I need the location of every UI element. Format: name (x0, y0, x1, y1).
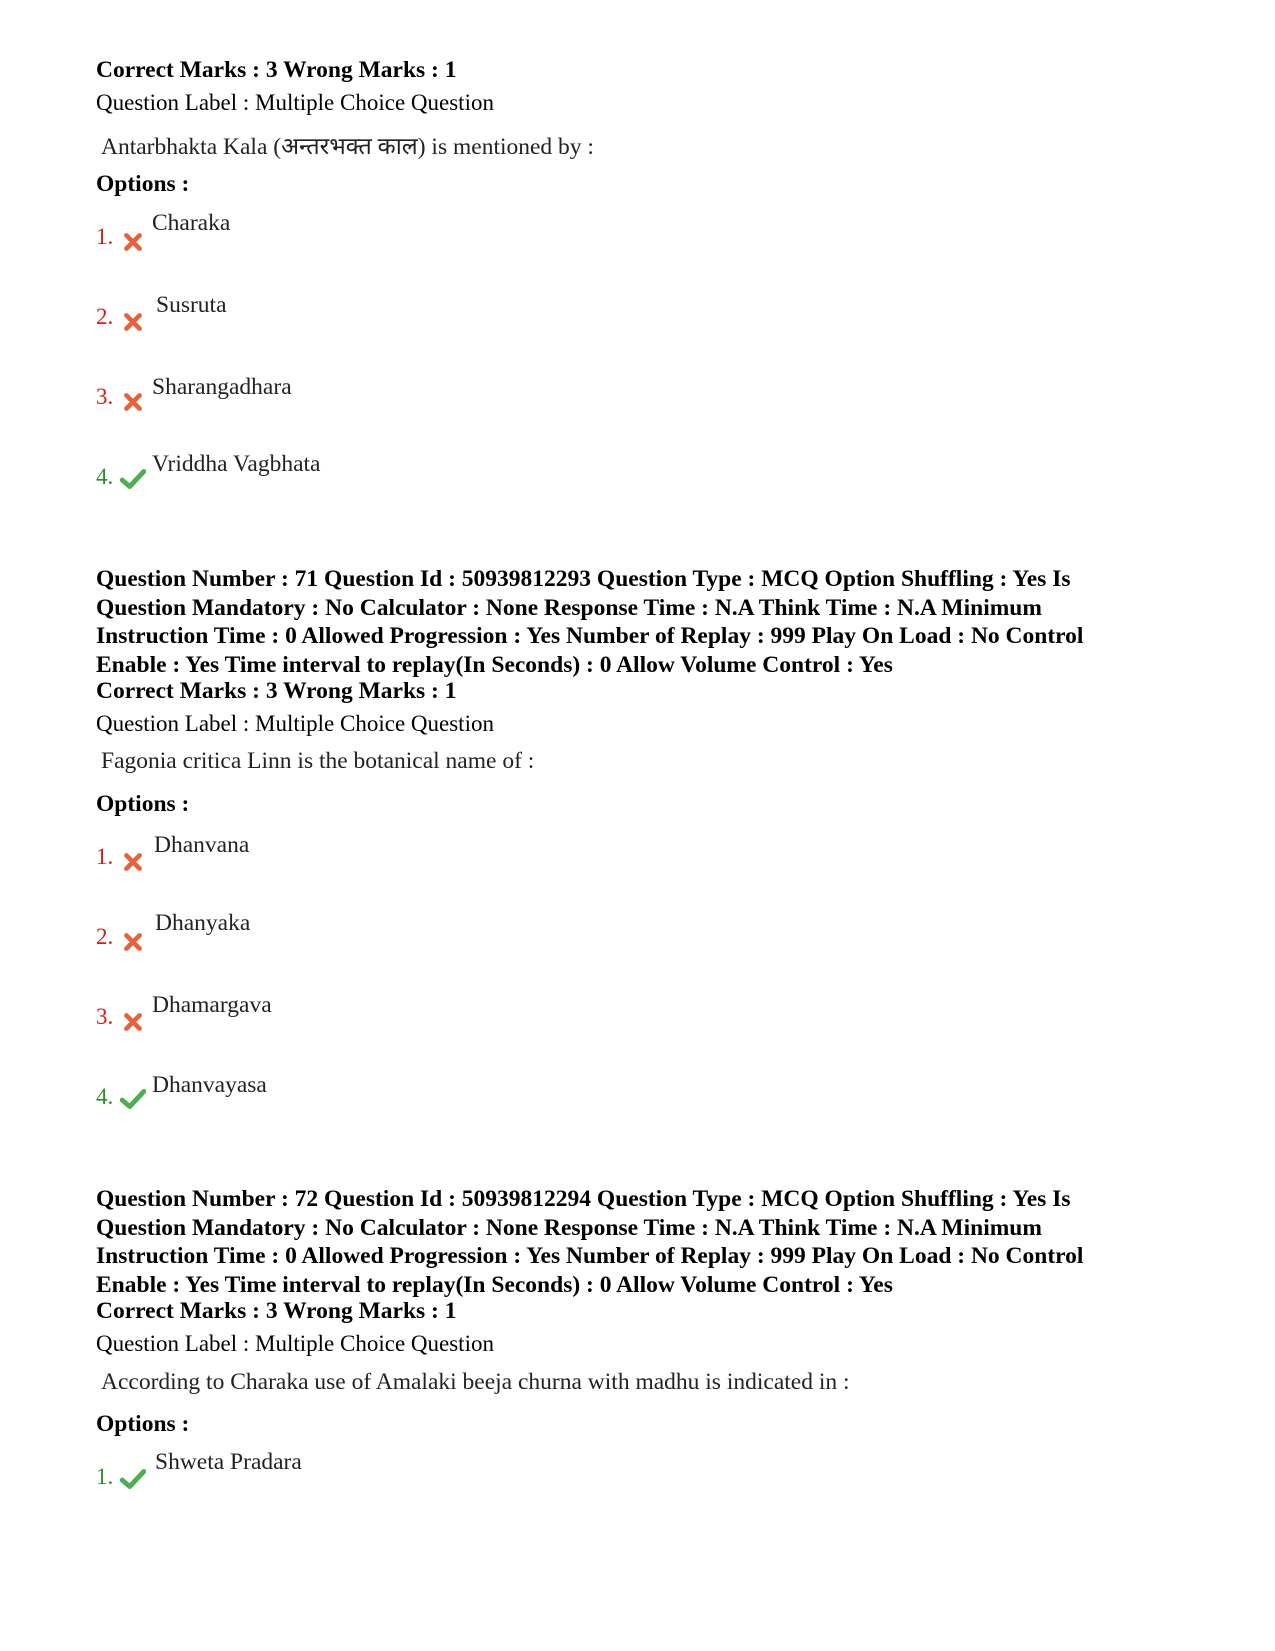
cross-icon (122, 231, 144, 253)
option-number: 1. (96, 224, 114, 249)
q71-meta-line: Instruction Time : 0 Allowed Progression : Yes Number of Replay : 999 Play On Load : No Control (96, 623, 1084, 649)
q71-text: Fagonia critica Linn is the botanical name of : (101, 748, 535, 774)
option-text: Charaka (152, 210, 231, 236)
option-text: Shweta Pradara (155, 1449, 302, 1475)
option-text: Dhanyaka (155, 910, 251, 936)
q71-label: Question Label : Multiple Choice Question (96, 711, 494, 736)
q70-label: Question Label : Multiple Choice Question (96, 90, 494, 115)
option-text: Sharangadhara (152, 374, 292, 400)
q72-meta-line: Instruction Time : 0 Allowed Progression : Yes Number of Replay : 999 Play On Load : No Control (96, 1243, 1084, 1269)
option-number: 1. (96, 844, 114, 869)
q71-meta-line: Enable : Yes Time interval to replay(In Seconds) : 0 Allow Volume Control : Yes (96, 651, 893, 678)
cross-icon (122, 931, 144, 953)
cross-icon (122, 311, 144, 333)
q72-meta-line: Question Number : 72 Question Id : 50939812294 Question Type : MCQ Option Shuffling : Yes Is (96, 1186, 1071, 1212)
check-icon (120, 1468, 146, 1490)
q72-options-heading: Options : (96, 1411, 190, 1437)
option-text: Dhanvana (154, 832, 250, 858)
q71-options-heading: Options : (96, 791, 190, 817)
q72-meta (96, 1185, 1236, 1299)
option-number: 2. (96, 304, 114, 329)
q70-options-heading: Options : (96, 171, 190, 197)
option-number: 3. (96, 384, 114, 409)
q72-meta-line: Enable : Yes Time interval to replay(In Seconds) : 0 Allow Volume Control : Yes (96, 1271, 893, 1298)
q72-label: Question Label : Multiple Choice Question (96, 1331, 494, 1356)
q72-meta-line: Question Mandatory : No Calculator : None Response Time : N.A Think Time : N.A Minimum (96, 1214, 1042, 1241)
cross-icon (122, 851, 144, 873)
option-text: Dhanvayasa (152, 1072, 267, 1098)
q70-text: Antarbhakta Kala (अन्तरभक्त काल) is mentioned by : (101, 134, 594, 160)
q71-meta (96, 565, 1236, 679)
check-icon (120, 1088, 146, 1110)
check-icon (120, 468, 146, 490)
q72-marks: Correct Marks : 3 Wrong Marks : 1 (96, 1298, 457, 1324)
option-number: 2. (96, 924, 114, 949)
option-number: 1. (96, 1464, 114, 1489)
option-number: 4. (96, 1084, 114, 1109)
q70-marks: Correct Marks : 3 Wrong Marks : 1 (96, 57, 457, 83)
option-text: Dhamargava (152, 992, 272, 1018)
option-text: Vriddha Vagbhata (152, 451, 321, 477)
option-number: 4. (96, 464, 114, 489)
option-text: Susruta (156, 292, 227, 318)
q71-meta-line: Question Mandatory : No Calculator : None Response Time : N.A Think Time : N.A Minimum (96, 594, 1042, 621)
q71-meta-line: Question Number : 71 Question Id : 50939812293 Question Type : MCQ Option Shuffling : Yes Is (96, 566, 1071, 592)
q71-marks: Correct Marks : 3 Wrong Marks : 1 (96, 678, 457, 704)
cross-icon (122, 391, 144, 413)
cross-icon (122, 1011, 144, 1033)
option-number: 3. (96, 1004, 114, 1029)
q72-text: According to Charaka use of Amalaki beeja churna with madhu is indicated in : (101, 1369, 850, 1395)
